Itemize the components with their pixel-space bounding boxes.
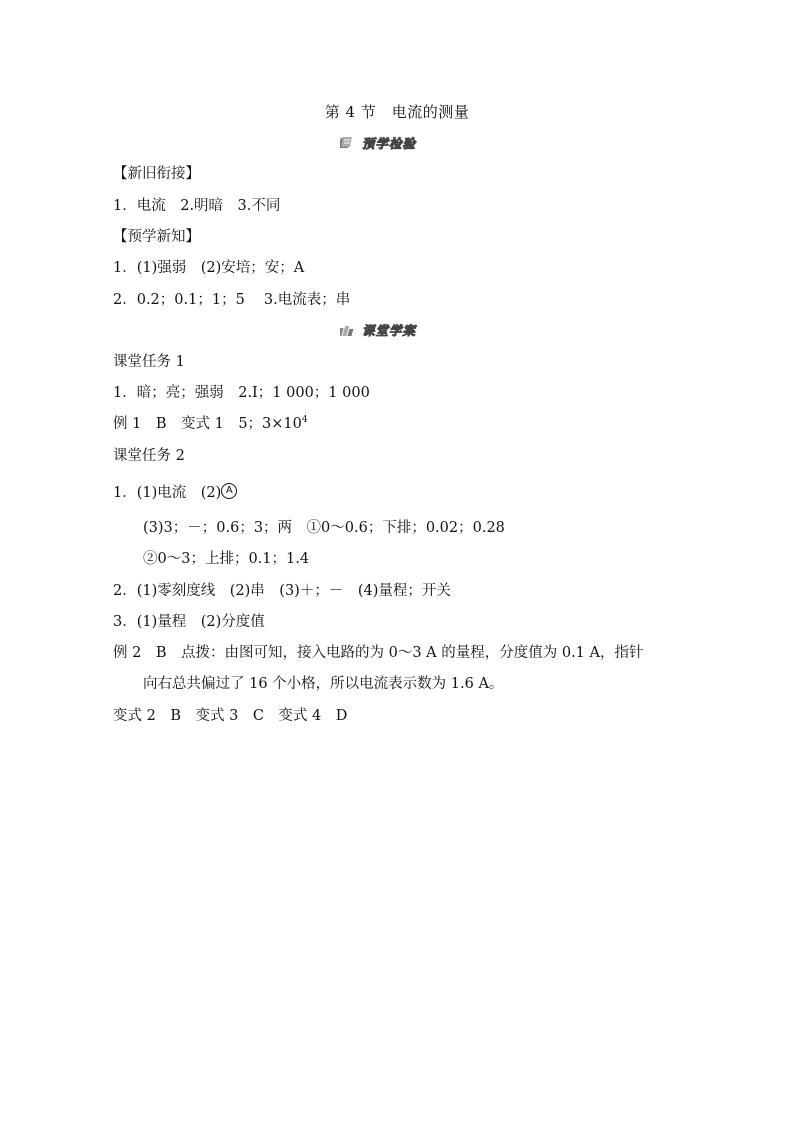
- preview-banner-label: 预学检验: [362, 136, 417, 151]
- answer-line: 2．(1)零刻度线 (2)串 (3)＋；－ (4)量程；开关: [113, 583, 451, 599]
- answer-text: 1．(1)电流 (2): [113, 485, 222, 501]
- example-text: 例 1 B 变式 1 5；3×10: [113, 416, 302, 432]
- task-heading-1: 课堂任务 1: [113, 354, 185, 370]
- example-line: 例 2 B 点拨：由图可知，接入电路的为 0～3 A 的量程，分度值为 0.1 A，指针: [113, 645, 644, 661]
- section-heading-old-new: 【新旧衔接】: [113, 166, 200, 182]
- answer-line: 3．(1)量程 (2)分度值: [113, 614, 265, 630]
- preview-banner: [340, 133, 416, 153]
- answer-line: 1．暗；亮；强弱 2.I；1 000；1 000: [113, 385, 370, 401]
- books-icon: [340, 323, 358, 337]
- variants-line: 变式 2 B 变式 3 C 变式 4 D: [113, 708, 348, 724]
- ammeter-symbol-icon: A: [221, 483, 237, 499]
- exponent: 4: [301, 415, 308, 425]
- answer-line: ②0～3；上排；0.1；1.4: [143, 551, 310, 567]
- section-heading-preview: 【预学新知】: [113, 229, 200, 245]
- answer-line: 1．电流 2.明暗 3.不同: [113, 198, 281, 214]
- classroom-banner: [340, 320, 416, 340]
- answer-line: [113, 483, 237, 503]
- answer-line: (3)3；－；0.6；3；两 ①0～0.6；下排；0.02；0.28: [143, 520, 505, 536]
- example-line: [113, 414, 308, 434]
- task-heading-2: 课堂任务 2: [113, 448, 185, 464]
- answer-line: 1．(1)强弱 (2)安培；安；A: [113, 260, 305, 276]
- answer-line: 2．0.2；0.1；1；5 3.电流表；串: [113, 292, 351, 308]
- example-line-continued: 向右总共偏过了 16 个小格，所以电流表示数为 1.6 A。: [143, 676, 504, 692]
- book-icon: [340, 136, 358, 150]
- classroom-banner-label: 课堂学案: [362, 323, 417, 338]
- page-title: 第 4 节 电流的测量: [324, 103, 470, 121]
